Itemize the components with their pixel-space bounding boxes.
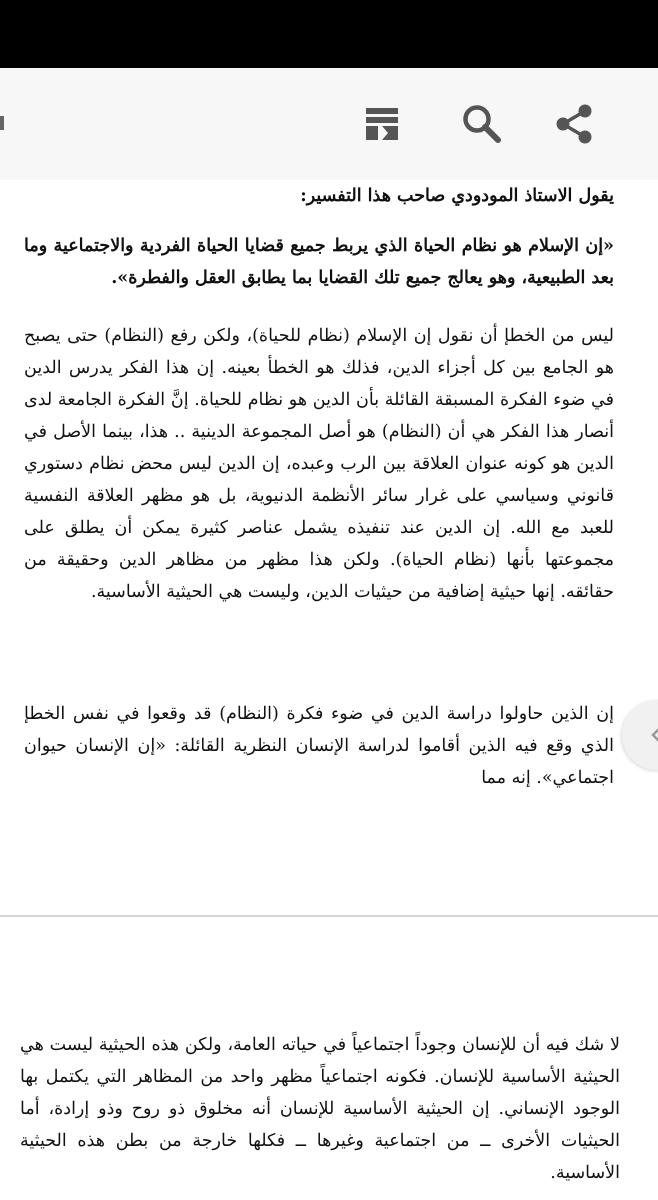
body-paragraph: لا شك فيه أن للإنسان وجوداً اجتماعياً في حياته العامة، ولكن هذه الحيثية ليست هي الحيثية الأساسية للإنسان. فكونه اجتماعياً مظهر واحد من المظاهر التي يكتمل بها الوجود الإنساني. إن الحيثية الأساسية للإنسان أنه مخلوق ذو روح وذو إرادة، أما الحيثيات الأخرى ــ من اجتماعية وغيرها ــ فكلها خارجة من بطن هذه الحيثية الأساسية. xyxy=(20,1035,620,1183)
book-page xyxy=(0,180,658,915)
section-heading: يقول الاستاذ المودودي صاحب هذا التفسير: xyxy=(300,186,614,206)
quote-paragraph: «إن الإسلام هو نظام الحياة الذي يربط جميع قضايا الحياة الفردية والاجتماعية وما بعد الطبيعية، وهو يعالج جميع تلك القضايا بما يطابق العقل والفطرة». xyxy=(24,236,614,288)
body-paragraph: إن الذين حاولوا دراسة الدين في ضوء فكرة (النظام) قد وقعوا في نفس الخطإ الذي وقع فيه الذين أقاموا لدراسة الإنسان النظرية القائلة: «إن الإنسان حيوان اجتماعي». إنه مما xyxy=(24,704,614,788)
chevron-left-icon xyxy=(650,724,658,746)
back-icon[interactable] xyxy=(0,116,4,130)
share-icon[interactable] xyxy=(548,98,600,150)
bookmark-layout-icon[interactable] xyxy=(356,98,408,150)
status-bar xyxy=(0,0,658,68)
book-page xyxy=(0,917,658,1200)
body-paragraph: ليس من الخطإ أن نقول إن الإسلام (نظام للحياة)، ولكن رفع (النظام) حتى يصبح هو الجامع بين كل أجزاء الدين، فذلك هو الخطأ بعينه. إن هذا الفكر يدرس الدين في ضوء الفكرة المسبقة القائلة بأن الدين هو نظام للحياة. إنَّ الفكرة الجامعة لدى أنصار هذا الفكر هي أن (النظام) هو أصل المجموعة الدينية .. هذا، بينما الأصل في الدين هو كونه عنوان العلاقة بين الرب وعبده، إن الدين ليس محض نظام دستوري قانوني وسياسي على غرار سائر الأنظمة الدنيوية، بل هو مظهر العلاقة النفسية للعبد مع الله. إن الدين عند تنفيذه يشمل عناصر كثيرة يمكن أن يطلق على مجموعتها بأنها (نظام الحياة). ولكن هذا مظهر من مظاهر الدين وحقيقة من حقائقه. إنها حيثية إضافية من حيثيات الدين، وليست هي الحيثية الأساسية. xyxy=(24,326,614,602)
search-icon[interactable] xyxy=(456,98,508,150)
